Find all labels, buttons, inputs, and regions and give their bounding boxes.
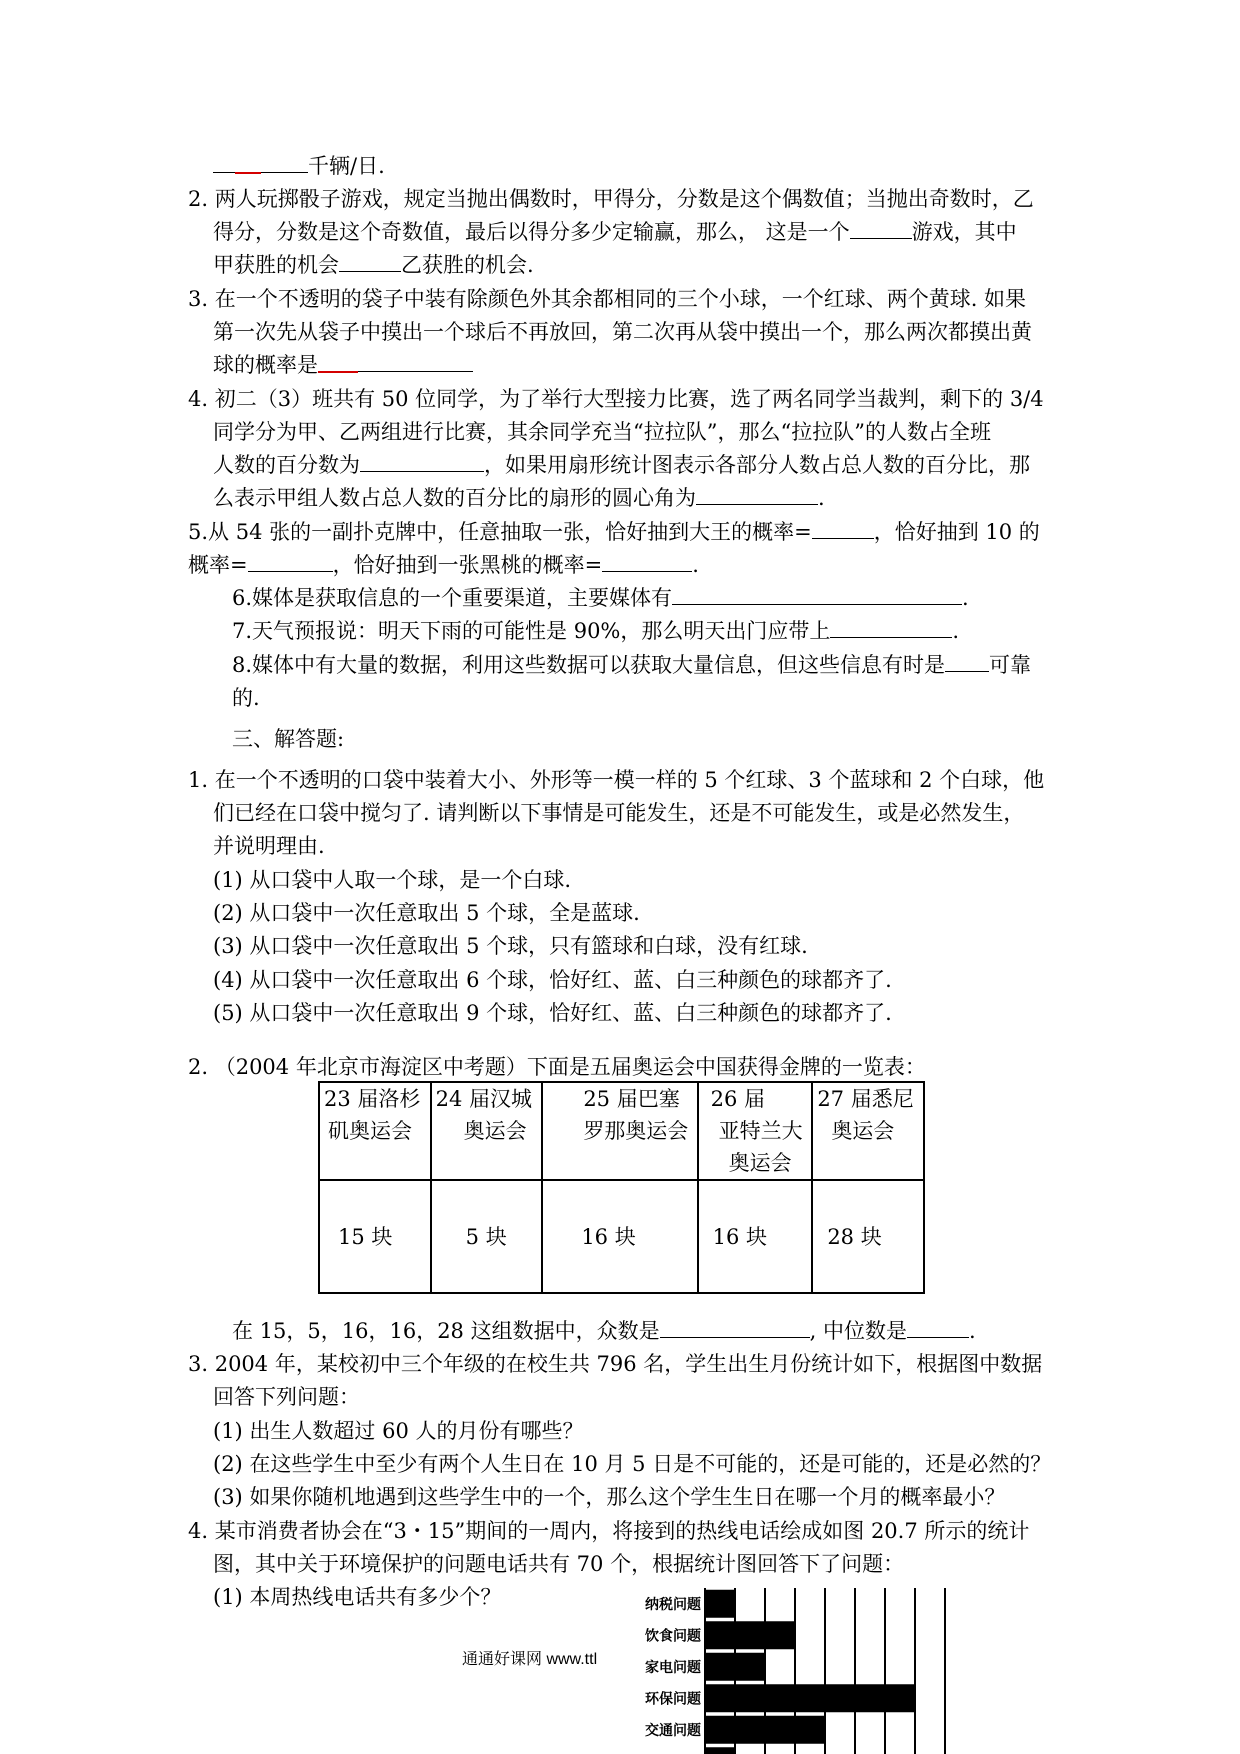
q8-line-b: 的. [232,686,260,710]
s3-item-1: (1) 出生人数超过 60 人的月份有哪些？ [213,1419,584,1443]
category-label: 家电问题 [645,1659,701,1676]
category-label: 交通问题 [645,1722,701,1739]
chart-bar [705,1590,735,1618]
s2-line: 2. （2004 年北京市海淀区中考题）下面是五届奥运会中国获得金牌的一览表： [188,1055,926,1079]
table-cell: 28 块 [812,1180,924,1293]
q7-line: 7.天气预报说：明天下雨的可能性是 90%，那么明天出门应带上 . [232,619,960,643]
q3-line-a: 3. 在一个不透明的袋子中装有除颜色外其余都相同的三个小球，一个红球、两个黄球. 如果 [188,287,1027,311]
s3-line-b: 回答下列问题： [213,1385,360,1409]
section-title: 三、解答题: [232,727,345,751]
s1-line-b: 们已经在口袋中搅匀了. 请判断以下事情是可能发生，还是不可能发生，或是必然发生， [213,801,1025,825]
table-header-cell: 26 届 亚特兰大 奥运会 [698,1082,813,1180]
s1-line-a: 1. 在一个不透明的口袋中装着大小、外形等一模一样的 5 个红球、3 个蓝球和 2 个白球，他 [188,768,1045,792]
table-header-cell: 27 届悉尼 奥运会 [812,1082,924,1180]
s1-line-c: 并说明理由. [213,834,325,858]
watermark: 通通好课网 www.ttl [462,1651,598,1668]
s2-after-line: 在 15，5，16，16，28 这组数据中，众数是 , 中位数是 . [232,1319,976,1343]
q6-line: 6.媒体是获取信息的一个重要渠道，主要媒体有 . [232,586,969,610]
category-label: 饮食问题 [645,1628,701,1645]
category-label: 环保问题 [645,1691,701,1708]
q4-line-d: 么表示甲组人数占总人数的百分比的扇形的圆心角为 . [213,486,825,510]
s1-item-2: (2) 从口袋中一次任意取出 5 个球，全是蓝球. [213,901,640,925]
q5-line-b: 概率= ，恰好抽到一张黑桃的概率= . [188,553,699,577]
q2-line-a: 2. 两人玩掷骰子游戏，规定当抛出偶数时，甲得分，分数是这个偶数值；当抛出奇数时，乙 [188,187,1034,211]
table-header-cell: 24 届汉城 奥运会 [431,1082,543,1180]
q4-line-b: 同学分为甲、乙两组进行比赛，其余同学充当“拉拉队”，那么“拉拉队”的人数占全班 [213,420,991,444]
q3-line-b: 第一次先从袋子中摸出一个球后不再放回，第二次再从袋中摸出一个，那么两次都摸出黄 [213,320,1032,344]
s4-item-1: (1) 本周热线电话共有多少个？ [213,1585,502,1609]
category-label: 纳税问题 [645,1596,701,1613]
table-header-cell: 23 届洛杉 矶奥运会 [319,1082,431,1180]
s3-line-a: 3. 2004 年，某校初中三个年级的在校生共 796 名，学生出生月份统计如下，根据图中数据 [188,1352,1043,1376]
q3-line-c: 球的概率是 [213,351,473,379]
s1-item-3: (3) 从口袋中一次任意取出 5 个球，只有篮球和白球，没有红球. [213,934,808,958]
table-header-cell: 25 届巴塞 罗那奥运会 [542,1082,697,1180]
chart-bar [705,1621,795,1649]
chart-bar [705,1716,825,1744]
s1-item-4: (4) 从口袋中一次任意取出 6 个球，恰好红、蓝、白三种颜色的球都齐了. [213,968,892,992]
q4-line-a: 4. 初二（3）班共有 50 位同学，为了举行大型接力比赛，选了两名同学当裁判，剩下的 3/4 [188,387,1044,411]
table-cell: 16 块 [542,1180,697,1293]
q4-line-c: 人数的百分数为 ，如果用扇形统计图表示各部分人数占总人数的百分比，那 [213,453,1030,477]
q2-line-b: 得分，分数是这个奇数值，最后以得分多少定输赢，那么， 这是一个 游戏，其中 [213,220,1017,244]
q5-line-a: 5.从 54 张的一副扑克牌中，任意抽取一张，恰好抽到大王的概率= ，恰好抽到 10 的 [188,520,1040,544]
table-cell: 15 块 [319,1180,431,1293]
s3-item-3: (3) 如果你随机地遇到这些学生中的一个，那么这个学生生日在哪一个月的概率最小？ [213,1485,1006,1509]
q8-line-a: 8.媒体中有大量的数据，利用这些数据可以获取大量信息，但这些信息有时是 可靠 [232,653,1032,677]
table-cell: 16 块 [698,1180,813,1293]
chart-bar [705,1747,735,1754]
line-0: 千辆/日. [213,152,385,180]
q2-line-c: 甲获胜的机会 乙获胜的机会. [213,253,534,277]
s3-item-2: (2) 在这些学生中至少有两个人生日在 10 月 5 日是不可能的，还是可能的，还是必然的？ [213,1452,1052,1476]
s4-line-a: 4. 某市消费者协会在“3・15”期间的一周内，将接到的热线电话绘成如图 20.7 所示的统计 [188,1519,1030,1543]
table-cell: 5 块 [431,1180,543,1293]
chart-bar [705,1653,765,1681]
s1-item-1: (1) 从口袋中人取一个球，是一个白球. [213,868,572,892]
s1-item-5: (5) 从口袋中一次任意取出 9 个球，恰好红、蓝、白三种颜色的球都齐了. [213,1001,892,1025]
s4-line-b: 图，其中关于环境保护的问题电话共有 70 个，根据统计图回答下了问题： [213,1552,905,1576]
chart-bar [705,1684,915,1712]
